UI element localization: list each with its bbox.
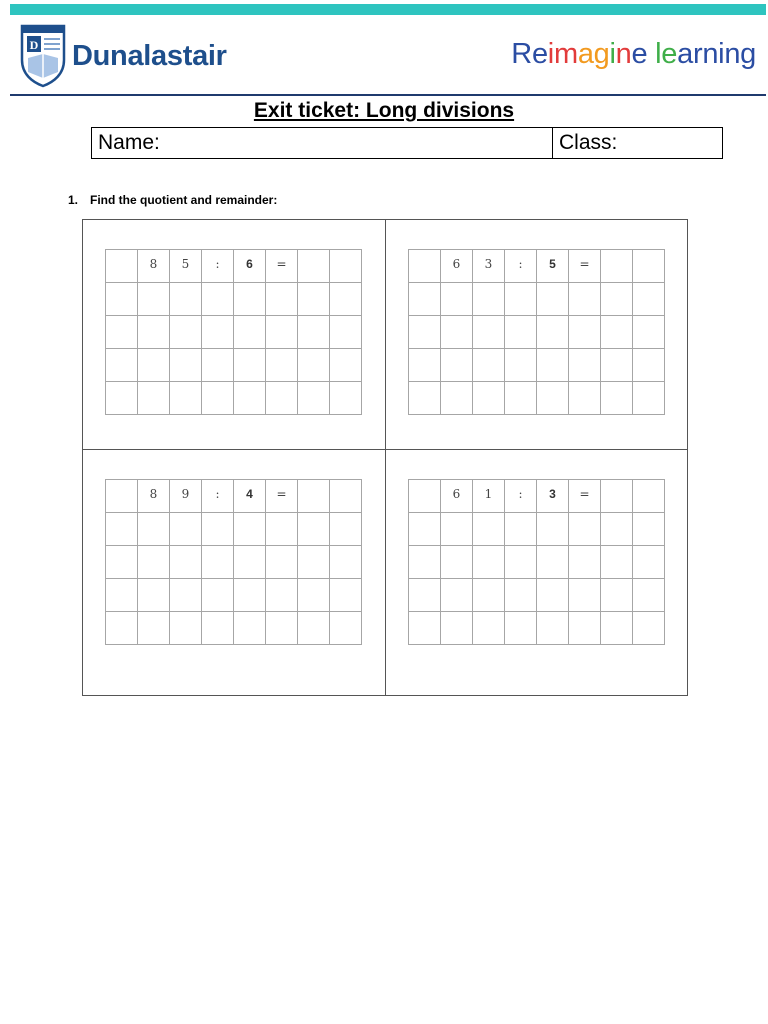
- grid-cell[interactable]: [170, 316, 202, 349]
- grid-cell[interactable]: [298, 382, 330, 415]
- grid-cell[interactable]: [202, 349, 234, 382]
- tagline-letter: g: [740, 38, 756, 70]
- question-1: [68, 193, 277, 207]
- grid-cell[interactable]: [505, 546, 537, 579]
- grid-cell[interactable]: [601, 612, 633, 645]
- grid-cell[interactable]: [330, 612, 362, 645]
- grid-cell-d1[interactable]: 6: [441, 480, 473, 513]
- grid-cell[interactable]: [138, 546, 170, 579]
- grid-cell[interactable]: [106, 349, 138, 382]
- grid-cell[interactable]: [569, 283, 601, 316]
- grid-cell-divisor[interactable]: 4: [234, 480, 266, 513]
- grid-cell-d1[interactable]: 8: [138, 250, 170, 283]
- grid-cell[interactable]: [441, 382, 473, 415]
- grid-cell-op[interactable]: :: [505, 480, 537, 513]
- grid-cell[interactable]: [138, 349, 170, 382]
- grid-cell[interactable]: [505, 612, 537, 645]
- grid-cell[interactable]: [138, 612, 170, 645]
- grid-cell[interactable]: [441, 612, 473, 645]
- tagline-letter: a: [577, 38, 594, 70]
- tagline-letter: n: [724, 38, 741, 70]
- grid-cell-eq[interactable]: =: [569, 480, 601, 513]
- accent-bar: [10, 4, 766, 15]
- tagline-letter: i: [718, 38, 725, 70]
- grid-cell-d1[interactable]: 8: [138, 480, 170, 513]
- grid-cell[interactable]: [202, 513, 234, 546]
- svg-text:D: D: [29, 38, 39, 52]
- header-divider: [10, 94, 766, 96]
- grid-cell[interactable]: [298, 579, 330, 612]
- grid-cell[interactable]: [106, 382, 138, 415]
- school-logo: [20, 23, 227, 89]
- grid-cell[interactable]: [330, 382, 362, 415]
- grid-cell[interactable]: [170, 546, 202, 579]
- grid-cell[interactable]: [138, 579, 170, 612]
- grid-cell[interactable]: [537, 579, 569, 612]
- grid-cell[interactable]: [106, 283, 138, 316]
- grid-cell[interactable]: [234, 546, 266, 579]
- grid-cell[interactable]: [409, 382, 441, 415]
- grid-cell-eq[interactable]: =: [266, 480, 298, 513]
- grid-cell[interactable]: [505, 316, 537, 349]
- grid-cell-op[interactable]: :: [202, 250, 234, 283]
- grid-cell[interactable]: [633, 513, 665, 546]
- tagline-letter: m: [553, 38, 578, 70]
- grid-cell[interactable]: [266, 579, 298, 612]
- tagline-letter: e: [631, 38, 648, 70]
- grid-cell[interactable]: [202, 283, 234, 316]
- grid-cell[interactable]: [601, 316, 633, 349]
- grid-cell[interactable]: [298, 283, 330, 316]
- grid-cell[interactable]: [569, 546, 601, 579]
- brand-name: Dunalastair: [72, 39, 227, 72]
- grid-cell[interactable]: [266, 283, 298, 316]
- grid-cell[interactable]: [633, 480, 665, 513]
- grid-cell[interactable]: [330, 349, 362, 382]
- grid-cell[interactable]: [298, 546, 330, 579]
- grid-cell[interactable]: [601, 250, 633, 283]
- grid-cell[interactable]: [298, 513, 330, 546]
- grid-cell-divisor[interactable]: 6: [234, 250, 266, 283]
- division-grid-3: [105, 479, 362, 645]
- grid-cell[interactable]: [202, 316, 234, 349]
- grid-cell[interactable]: [298, 349, 330, 382]
- grid-cell[interactable]: [138, 513, 170, 546]
- tagline-letter: n: [702, 38, 719, 70]
- grid-cell[interactable]: [106, 316, 138, 349]
- grid-cell[interactable]: [601, 513, 633, 546]
- grid-cell[interactable]: [569, 579, 601, 612]
- tagline-letter: n: [615, 38, 632, 70]
- grid-cell[interactable]: [537, 612, 569, 645]
- grid-cell-op[interactable]: :: [202, 480, 234, 513]
- grid-cell[interactable]: [234, 316, 266, 349]
- grid-cell[interactable]: [106, 250, 138, 283]
- grid-cell[interactable]: [537, 513, 569, 546]
- shield-crest-icon: [20, 24, 66, 88]
- grid-cell[interactable]: [409, 250, 441, 283]
- grid-cell[interactable]: [633, 579, 665, 612]
- grid-cell[interactable]: [473, 283, 505, 316]
- grid-cell[interactable]: [473, 349, 505, 382]
- grid-cell[interactable]: [266, 382, 298, 415]
- grid-cell[interactable]: [505, 513, 537, 546]
- grid-cell[interactable]: [298, 316, 330, 349]
- grid-cell[interactable]: [633, 546, 665, 579]
- grid-cell-d2[interactable]: 9: [170, 480, 202, 513]
- frame-divider-horizontal: [83, 449, 687, 450]
- grid-cell-divisor[interactable]: 5: [537, 250, 569, 283]
- grid-cell[interactable]: [330, 283, 362, 316]
- grid-cell[interactable]: [473, 513, 505, 546]
- grid-cell[interactable]: [106, 612, 138, 645]
- grid-cell[interactable]: [234, 283, 266, 316]
- grid-cell[interactable]: [202, 546, 234, 579]
- grid-cell[interactable]: [633, 283, 665, 316]
- grid-cell[interactable]: [138, 382, 170, 415]
- grid-cell[interactable]: [106, 513, 138, 546]
- grid-cell-eq[interactable]: =: [569, 250, 601, 283]
- grid-cell[interactable]: [138, 283, 170, 316]
- worksheet-title: Exit ticket: Long divisions: [253, 99, 515, 122]
- grid-cell[interactable]: [473, 546, 505, 579]
- grid-cell[interactable]: [569, 349, 601, 382]
- grid-cell-eq[interactable]: =: [266, 250, 298, 283]
- grid-cell[interactable]: [473, 612, 505, 645]
- grid-cell[interactable]: [106, 579, 138, 612]
- grid-cell[interactable]: [569, 382, 601, 415]
- grid-cell[interactable]: [441, 546, 473, 579]
- grid-cell[interactable]: [170, 382, 202, 415]
- grid-cell[interactable]: [298, 250, 330, 283]
- tagline-letter: i: [609, 38, 616, 70]
- grid-cell[interactable]: [234, 382, 266, 415]
- grid-cell[interactable]: [266, 612, 298, 645]
- tagline-letter: R: [511, 38, 532, 70]
- grid-cell[interactable]: [330, 480, 362, 513]
- grid-cell[interactable]: [537, 382, 569, 415]
- grid-cell[interactable]: [473, 382, 505, 415]
- division-grid-4: [408, 479, 665, 645]
- grid-cell[interactable]: [266, 316, 298, 349]
- tagline-letter: e: [661, 38, 678, 70]
- tagline-letter: r: [692, 38, 703, 70]
- grid-cell[interactable]: [633, 349, 665, 382]
- grid-cell[interactable]: [633, 612, 665, 645]
- grid-cell[interactable]: [409, 546, 441, 579]
- grid-cell[interactable]: [601, 349, 633, 382]
- grid-cell[interactable]: [170, 579, 202, 612]
- grid-cell[interactable]: [330, 546, 362, 579]
- grid-cell[interactable]: [441, 283, 473, 316]
- grid-cell[interactable]: [537, 546, 569, 579]
- grid-cell[interactable]: [601, 382, 633, 415]
- grid-cell[interactable]: [537, 316, 569, 349]
- tagline-letter: i: [547, 38, 554, 70]
- grid-cell[interactable]: [441, 513, 473, 546]
- grid-cell[interactable]: [569, 316, 601, 349]
- grid-cell[interactable]: [409, 480, 441, 513]
- grid-cell[interactable]: [409, 349, 441, 382]
- tagline-letter: a: [677, 38, 693, 70]
- grid-cell-d1[interactable]: 6: [441, 250, 473, 283]
- tagline-letter: g: [593, 38, 610, 70]
- grid-cell[interactable]: [601, 546, 633, 579]
- grid-cell[interactable]: [601, 579, 633, 612]
- grid-cell[interactable]: [601, 283, 633, 316]
- grid-cell[interactable]: [266, 349, 298, 382]
- name-class-table: [91, 127, 723, 159]
- grid-cell[interactable]: [409, 513, 441, 546]
- grid-cell[interactable]: [505, 382, 537, 415]
- grid-cell[interactable]: [330, 579, 362, 612]
- grid-cell[interactable]: [266, 513, 298, 546]
- grid-cell[interactable]: [505, 283, 537, 316]
- grid-cell[interactable]: [473, 316, 505, 349]
- grid-cell[interactable]: [441, 579, 473, 612]
- grid-cell[interactable]: [330, 316, 362, 349]
- grid-cell[interactable]: [441, 349, 473, 382]
- grid-cell[interactable]: [298, 480, 330, 513]
- grid-cell[interactable]: [569, 612, 601, 645]
- tagline-letter: l: [655, 38, 662, 70]
- tagline-letter: [647, 38, 655, 70]
- tagline-reimagine-learning: [511, 38, 756, 71]
- class-field[interactable]: Class:: [559, 131, 618, 154]
- question-text: Find the quotient and remainder:: [90, 193, 278, 207]
- grid-cell[interactable]: [234, 349, 266, 382]
- grid-cell[interactable]: [106, 480, 138, 513]
- grid-cell[interactable]: [170, 513, 202, 546]
- grid-cell[interactable]: [330, 513, 362, 546]
- grid-cell[interactable]: [473, 579, 505, 612]
- grid-cell[interactable]: [202, 382, 234, 415]
- grid-cell[interactable]: [633, 316, 665, 349]
- question-number: 1.: [68, 193, 79, 207]
- grid-cell[interactable]: [409, 316, 441, 349]
- grid-cell[interactable]: [569, 513, 601, 546]
- grid-cell[interactable]: [170, 612, 202, 645]
- grid-cell[interactable]: [505, 349, 537, 382]
- grid-cell[interactable]: [170, 283, 202, 316]
- grid-cell-op[interactable]: :: [505, 250, 537, 283]
- grid-cell[interactable]: [409, 579, 441, 612]
- grid-cell[interactable]: [266, 546, 298, 579]
- division-grid-2: [408, 249, 665, 415]
- grid-cell[interactable]: [441, 316, 473, 349]
- grid-cell[interactable]: [234, 612, 266, 645]
- grid-cell[interactable]: [298, 612, 330, 645]
- grid-cell[interactable]: [202, 612, 234, 645]
- grid-cell[interactable]: [537, 283, 569, 316]
- name-field[interactable]: Name:: [92, 128, 553, 158]
- grid-cell[interactable]: [234, 579, 266, 612]
- grid-cell[interactable]: [537, 349, 569, 382]
- grid-cell[interactable]: [234, 513, 266, 546]
- grid-cell[interactable]: [633, 382, 665, 415]
- frame-divider-vertical: [385, 220, 386, 695]
- grid-cell[interactable]: [633, 250, 665, 283]
- tagline-letter: e: [531, 38, 548, 70]
- grid-cell-d2[interactable]: 3: [473, 250, 505, 283]
- grid-cell[interactable]: [106, 546, 138, 579]
- grid-cell[interactable]: [601, 480, 633, 513]
- grid-cell[interactable]: [409, 612, 441, 645]
- division-grid-1: [105, 249, 362, 415]
- grid-cell[interactable]: [409, 283, 441, 316]
- grid-cell-d2[interactable]: 5: [170, 250, 202, 283]
- grid-cell[interactable]: [170, 349, 202, 382]
- grid-cell[interactable]: [330, 250, 362, 283]
- grid-cell[interactable]: [505, 579, 537, 612]
- grid-cell[interactable]: [138, 316, 170, 349]
- grid-cell-divisor[interactable]: 3: [537, 480, 569, 513]
- grid-cell-d2[interactable]: 1: [473, 480, 505, 513]
- grid-cell[interactable]: [202, 579, 234, 612]
